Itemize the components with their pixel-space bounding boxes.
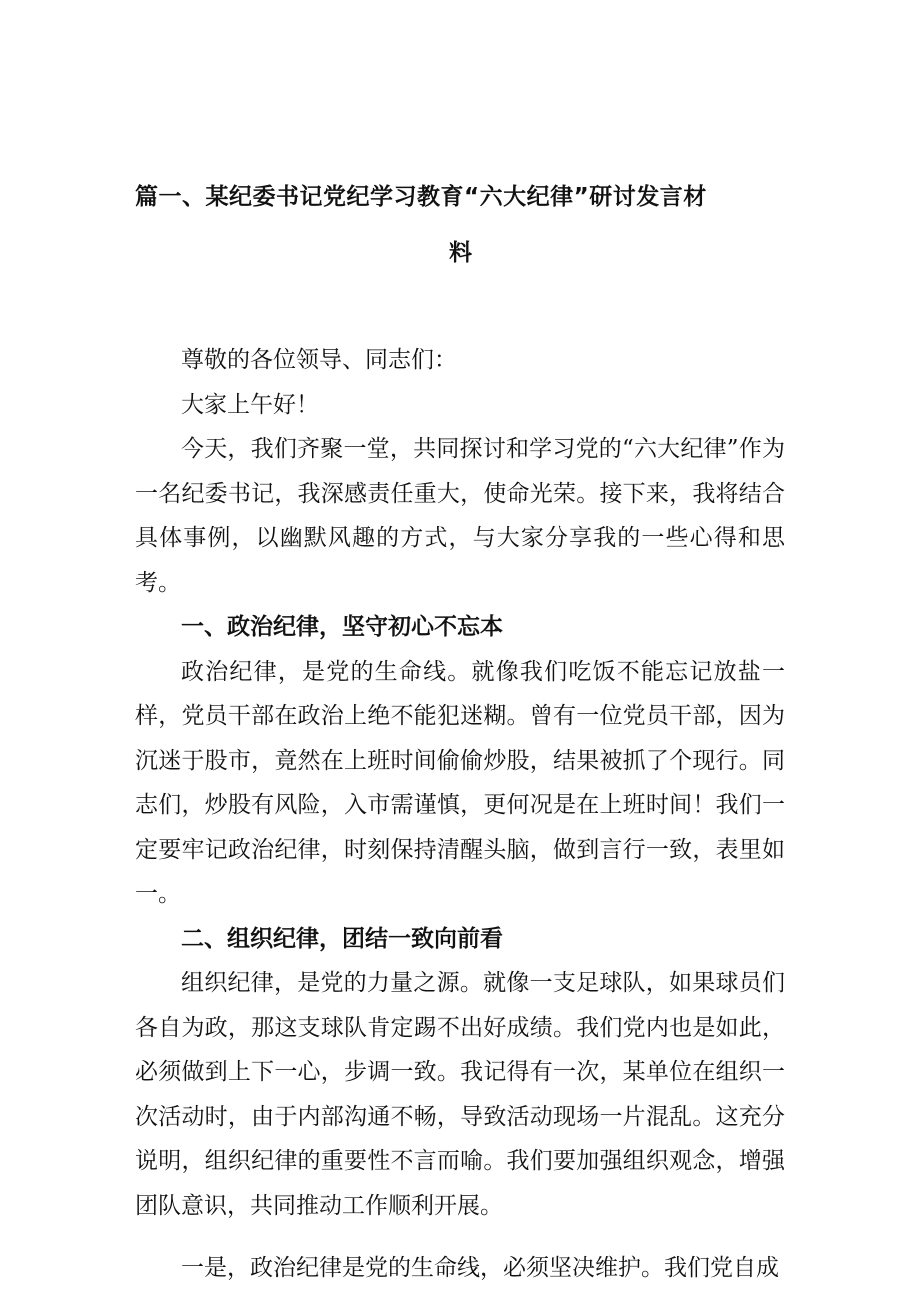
point-one-paragraph: 一是，政治纪律是党的生命线，必须坚决维护。我们党自成 [181,1255,779,1281]
political-discipline-paragraph: 政治纪律，是党的生命线。就像我们吃饭不能忘记放盐一样，党员干部在政治上绝不能犯迷糊。曾有一位党员干部，因为沉迷于股市，竟然在上班时间偷偷炒股，结果被抓了个现行。同志们，炒股有风险，入市需谨慎，更何况是在上班时间！我们一定要牢记政治纪律，时刻保持清醒头脑，做到言行一致，表里如一。 [135,658,785,907]
greeting: 大家上午好！ [181,391,319,418]
section-heading-political: 一、政治纪律，坚守初心不忘本 [181,614,503,640]
intro-paragraph: 今天，我们齐聚一堂，共同探讨和学习党的“六大纪律”作为一名纪委书记，我深感责任重大，使命光荣。接下来，我将结合具体事例，以幽默风趣的方式，与大家分享我的一些心得和思考。 [135,436,785,596]
organizational-discipline-paragraph: 组织纪律，是党的力量之源。就像一支足球队，如果球员们各自为政，那这支球队肯定踢不出好成绩。我们党内也是如此，必须做到上下一心，步调一致。我记得有一次，某单位在组织一次活动时，由于内部沟通不畅，导致活动现场一片混乱。这充分说明，组织纪律的重要性不言而喻。我们要加强组织观念，增强团队意识，共同推动工作顺利开展。 [135,970,785,1219]
salutation: 尊敬的各位领导、同志们： [181,347,457,373]
document-body [135,338,785,1291]
section-heading-organizational: 二、组织纪律，团结一致向前看 [181,925,503,952]
document-title-line-2: 料 [449,240,473,266]
document-title-line-1: 篇一、某纪委书记党纪学习教育“六大纪律”研讨发言材 [135,184,707,210]
